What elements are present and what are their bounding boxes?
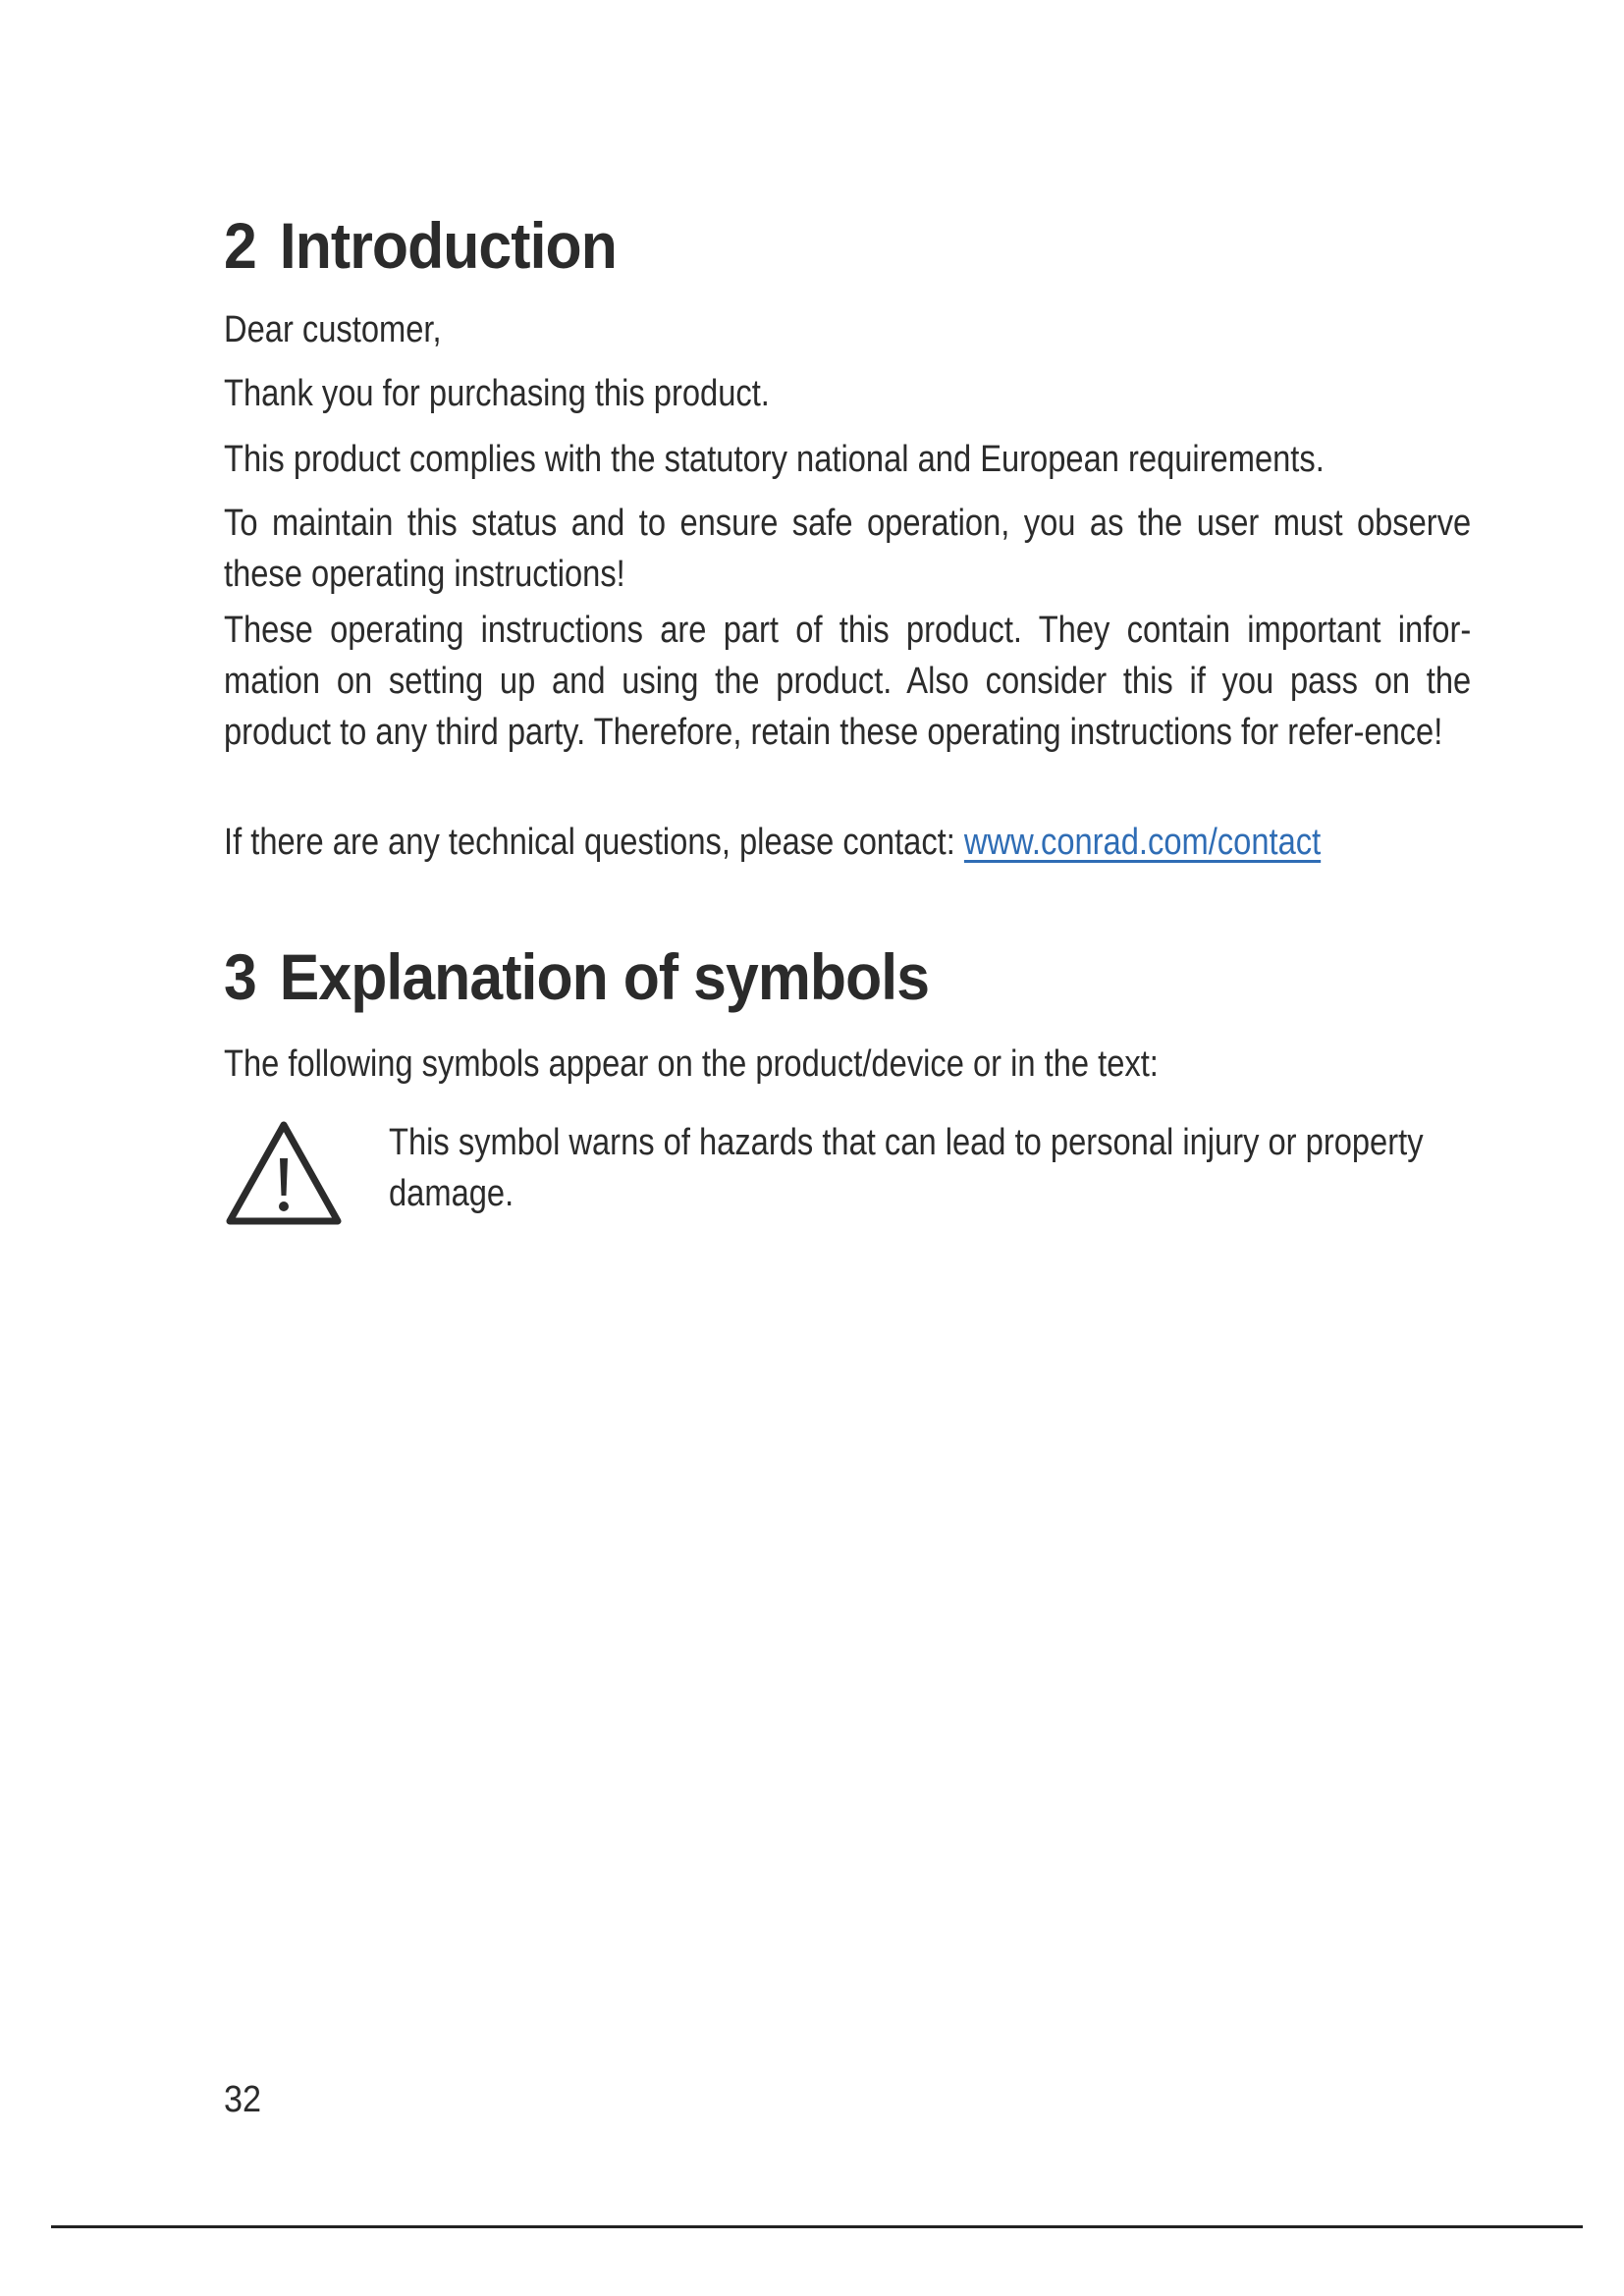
intro-greeting: Dear customer, [224,309,442,350]
intro-compliance-block [224,434,1471,485]
intro-thanks: Thank you for purchasing this product. [224,373,770,414]
section-3-title: Explanation of symbols [279,940,930,1013]
symbol-row [224,1119,1471,1237]
contact-link[interactable]: www.conrad.com/contact [963,822,1322,863]
page-number: 32 [224,2079,262,2120]
intro-instructions: These operating instructions are part of this product. They contain important infor-mation on setting up and using the product. Also consider this if you pass on the product to any third party. Therefore, retain these operating instructions for refer-ence! [224,610,1472,753]
section-2-number: 2 [224,209,256,282]
section-3-number: 3 [224,940,256,1013]
intro-observe: To maintain this status and to ensure safe operation, you as the user must observe these operating instructions! [224,503,1472,595]
intro-contact-block [224,817,1471,868]
symbols-intro-block [224,1039,1471,1090]
section-2-heading [224,208,1371,283]
symbol-description: This symbol warns of hazards that can lead to personal injury or property damage. [389,1122,1424,1214]
intro-greeting-block [224,304,1471,355]
section-3-heading [224,939,1371,1014]
contact-prefix: If there are any technical questions, please contact: [224,822,964,863]
section-3-heading-block [224,939,1471,1014]
warning-triangle-icon [224,1119,344,1229]
intro-thanks-block [224,368,1471,419]
intro-contact [224,817,1471,868]
symbol-description-block [389,1117,1471,1219]
symbols-intro: The following symbols appear on the product/device or in the text: [224,1043,1159,1085]
intro-compliance: This product complies with the statutory national and European requirements. [224,439,1325,480]
footer-divider [51,2225,1583,2228]
section-2-heading-block [224,208,1471,283]
section-2-title: Introduction [279,209,617,282]
intro-observe-block [224,498,1471,600]
intro-instructions-block [224,605,1471,758]
